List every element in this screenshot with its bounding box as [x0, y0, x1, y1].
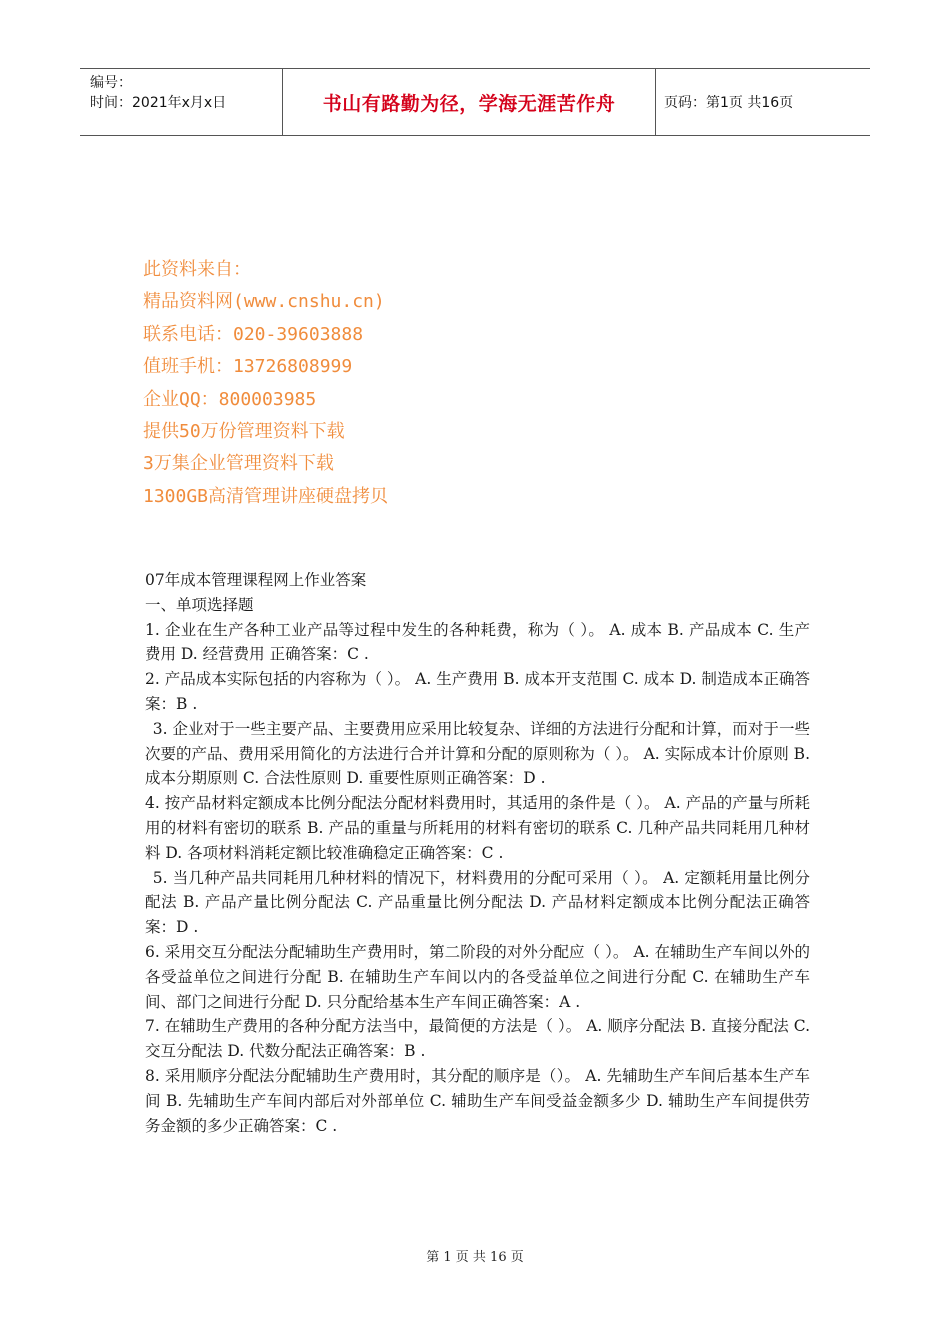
promo-line: 此资料来自：: [143, 259, 251, 280]
question-1: 1. 企业在生产各种工业产品等过程中发生的各种耗费，称为（ ）。 A. 成本 B. 产品成本 C. 生产费用 D. 经营费用 正确答案：C .: [145, 620, 810, 664]
document-body: [145, 568, 810, 1138]
promo-block: [143, 254, 388, 513]
promo-line: 1300GB高清管理讲座硬盘拷贝: [143, 485, 389, 507]
question-4: 4. 按产品材料定额成本比例分配法分配材料费用时，其适用的条件是（ ）。 A. 产品的产量与所耗用的材料有密切的联系 B. 产品的重量与所耗用的材料有密切的联系 C. 几种产品共同耗用几种材料 D. 各项材料消耗定额比较准确稳定正确答案：C .: [145, 794, 810, 862]
question-7: 7. 在辅助生产费用的各种分配方法当中，最简便的方法是（ ）。 A. 顺序分配法 B. 直接分配法 C. 交互分配法 D. 代数分配法正确答案：B .: [145, 1017, 810, 1061]
question-3: 3. 企业对于一些主要产品、主要费用应采用比较复杂、详细的方法进行分配和计算，而对于一些次要的产品、费用采用简化的方法进行合并计算和分配的原则称为（ ）。 A. 实际成本计价原则 B. 成本分期原则 C. 合法性原则 D. 重要性原则正确答案：D .: [145, 719, 810, 788]
question-5: 5. 当几种产品共同耗用几种材料的情况下，材料费用的分配可采用（ ）。 A. 定额耗用量比例分配法 B. 产品产量比例分配法 C. 产品重量比例分配法 D. 产品材料定额成本比例分配法正确答案：D .: [145, 868, 810, 937]
section-heading: 一、单项选择题: [145, 595, 254, 614]
question-6: 6. 采用交互分配法分配辅助生产费用时，第二阶段的对外分配应（ ）。 A. 在辅助生产车间以外的各受益单位之间进行分配 B. 在辅助生产车间以内的各受益单位之间进行分配 C. 在辅助生产车间、部门之间进行分配 D. 只分配给基本生产车间正确答案：A .: [145, 942, 810, 1011]
promo-line: 企业QQ：800003985: [143, 388, 317, 410]
header-meta: [80, 69, 282, 135]
page-label: 页码：第1页 共16页: [664, 95, 794, 111]
motto: 书山有路勤为径，学海无涯苦作舟: [322, 92, 616, 115]
document-header: [80, 68, 870, 136]
promo-line: 精品资料网(www.cnshu.cn): [143, 291, 385, 313]
question-8: 8. 采用顺序分配法分配辅助生产费用时，其分配的顺序是（）。 A. 先辅助生产车间后基本生产车间 B. 先辅助生产车间内部后对外部单位 C. 辅助生产车间受益金额多少 D. 辅助生产车间提供劳务金额的多少正确答案：C .: [145, 1066, 810, 1135]
promo-line: 值班手机：13726808999: [143, 356, 353, 378]
number-label: 编号：: [90, 75, 132, 91]
promo-line: 提供50万份管理资料下载: [143, 420, 345, 442]
question-2: 2. 产品成本实际包括的内容称为（ ）。 A. 生产费用 B. 成本开支范围 C. 成本 D. 制造成本正确答案：B .: [145, 670, 810, 713]
header-motto-cell: [282, 69, 656, 135]
header-page-cell: [656, 69, 870, 135]
date-label: 时间：2021年x月x日: [90, 95, 227, 111]
promo-line: 联系电话：020-39603888: [143, 323, 364, 345]
promo-line: 3万集企业管理资料下载: [143, 453, 334, 475]
page-footer: [0, 1246, 950, 1265]
footer-page-number: 第 1 页 共 16 页: [426, 1250, 524, 1265]
document-title: 07年成本管理课程网上作业答案: [145, 571, 367, 589]
